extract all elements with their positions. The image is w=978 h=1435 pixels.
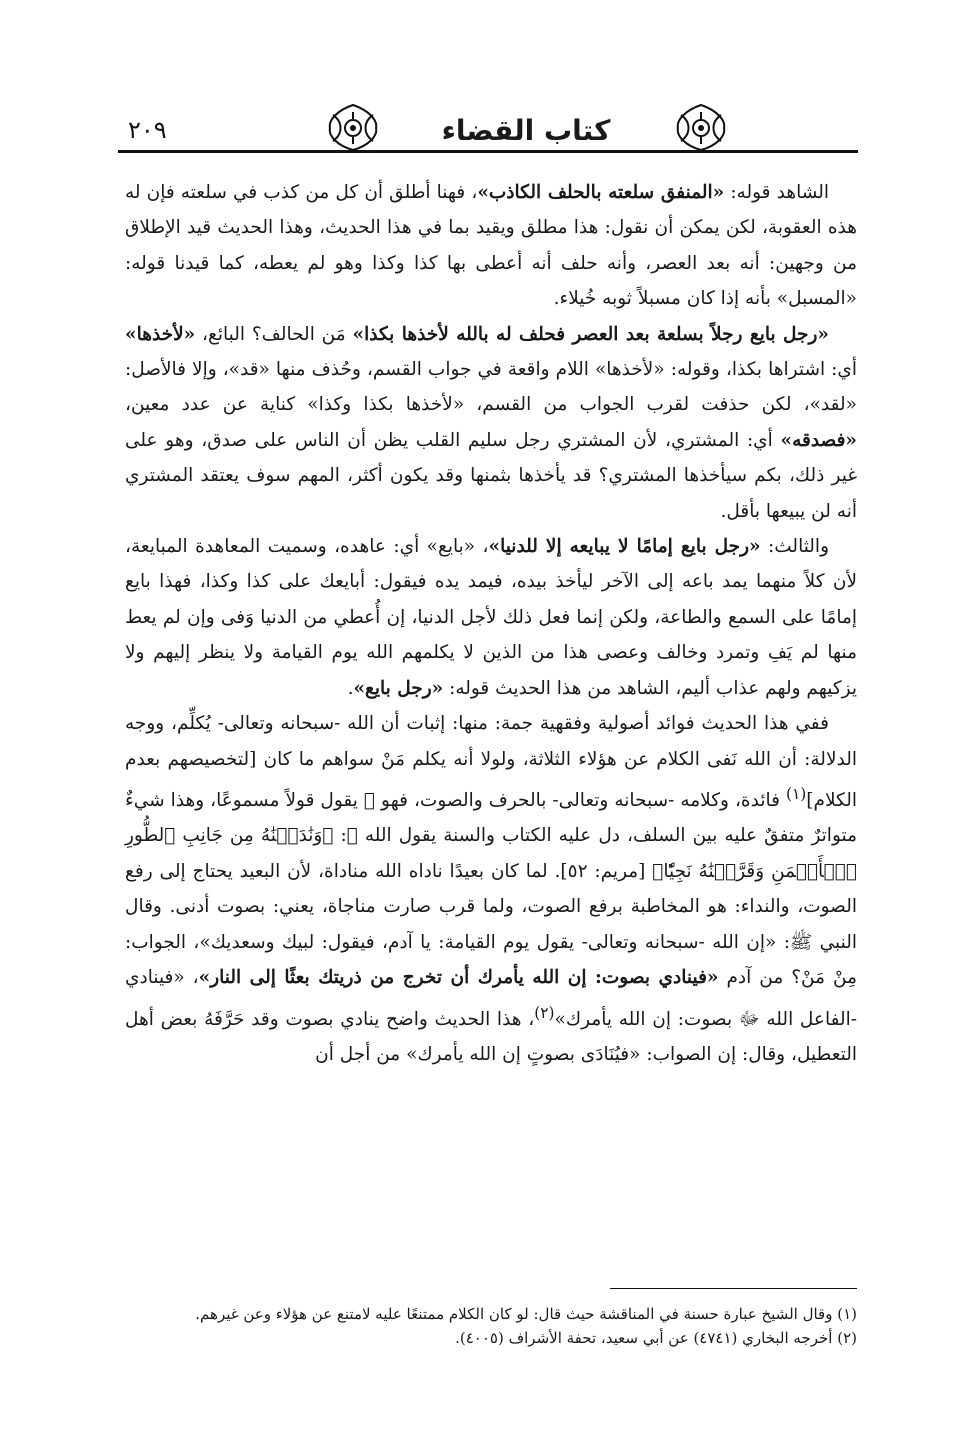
footnote: (٢) أخرجه البخاري (٤٧٤١) عن أبي سعيد، تحفة الأشراف (٤٠٠٥).	[455, 1329, 857, 1347]
footnote: (١) وقال الشيخ عبارة حسنة في المناقشة حيث قال: لو كان الكلام ممتنعًا عليه لامتنع عن هؤلاء وعن غيرهم.	[195, 1305, 857, 1323]
bold-quote: «رجل بايع رجلاً بسلعة بعد العصر فحلف له بالله لأخذها بكذا»	[352, 323, 829, 345]
text-run: فائدة، وكلامه -سبحانه وتعالى- بالحرف والصوت، فهو ﷻ يقول قولاً مسموعًا، وهذا شيءٌ متواترٌ متفقٌ عليه بين السلف، دل عليه الكتاب والسنة يقول الله ﷻ: ﴿وَنَٰدَيۡنَٰهُ مِن جَانِبِ ٱلطُّورِ ٱلۡأَيۡمَنِ وَقَرَّبۡنَٰهُ نَجِيّٗا﴾ [مريم: ٥٢]. لما كان بعيدًا ناداه الله مناداة، لأن البعيد يحتاج إلى رفع الصوت، والنداء: هو المخاطبة برفع الصوت، ولما قرب صارت مناجاة، يعني: بصوت أدنى. وقال النبي ﷺ: «إن الله -سبحانه وتعالى- يقول يوم القيامة: يا آدم، فيقول: لبيك وسعديك»، الجواب: مِنْ مَنْ؟ من آدم	[125, 790, 857, 989]
bold-quote: «فصدقه»	[780, 429, 857, 451]
text-run: ، «فينادي -الفاعل الله ﷻ بصوت: إن الله يأمرك»	[125, 967, 857, 1030]
page-number: ٢٠٩	[128, 116, 167, 144]
bold-quote: «المنفق سلعته بالحلف الكاذب»	[477, 182, 725, 203]
text-run: الشاهد قوله:	[724, 182, 829, 203]
text-run: مَن الحالف؟ البائع،	[195, 323, 353, 345]
body-text	[125, 175, 857, 1072]
bold-quote: «رجل بايع إمامًا لا يبايعه إلا للدنيا»	[488, 536, 761, 558]
footnote-ref: (١)	[785, 784, 807, 803]
page-header	[118, 95, 858, 165]
text-run: ، «بايع» أي: عاهده، وسميت المعاهدة المبايعة، لأن كلاً منهما يمد باعه إلى الآخر ليأخذ بيده، فيمد يده فيقول: أبايعك على كذا وكذا، فهذا بايع إمامًا على السمع والطاعة، ولكن إنما فعل ذلك لأجل الدنيا، إن أُعطي من الدنيا وَفى وإن لم يعط منها لم يَفِ وتمرد وخالف وعصى هذا من الذين لا يكلمهم الله يوم القيامة ولا ينظر إليهم ولا يزكيهم ولهم عذاب أليم، الشاهد من هذا الحديث قوله:	[125, 536, 857, 699]
text-run: أي: المشتري، لأن المشتري رجل سليم القلب يظن أن الناس على صدق، وهو على غير ذلك، بكم سيأخذها المشتري؟ قد يأخذها بثمنها وقد يكون أكثر، المهم سوف يعتقد المشتري أنه لن يبيعها بأقل.	[125, 429, 857, 522]
text-run: ، هذا الحديث واضح ينادي بصوت وقد حَرَّفَهُ بعض أهل التعطيل، وقال: إن الصواب: «فيُنَادَى بصوتٍ إن الله يأمرك» من أجل أن	[125, 1008, 857, 1066]
footnotes	[125, 1302, 857, 1350]
text-run: أي: اشتراها بكذا، وقوله: «لأخذها» اللام واقعة في جواب القسم، وحُذف منها «قد»، وإلا فالأصل: «لقد»، لكن حذفت لقرب الجواب من القسم، «لأخذها بكذا وكذا» كناية عن عدد معين،	[125, 359, 857, 416]
text-run: ، فهنا أطلق أن كل من كذب في سلعته فإن له هذه العقوبة، لكن يمكن أن نقول: هذا مطلق ويقيد بما في هذا الحديث، وهذا الحديث قيد الإطلاق من وجهين: أنه بعد العصر، وأنه حلف أنه أعطى بها كذا وكذا وهو لم يعطه، كما قيدنا قوله: «المسبل» بأنه إذا كان مسبلاً ثوبه خُيلاء.	[125, 182, 857, 310]
text-run: .	[347, 677, 354, 699]
footnote-ref: (٢)	[534, 1003, 555, 1022]
floral-ornament-icon	[318, 100, 388, 155]
paragraph	[125, 175, 857, 317]
paragraph	[125, 529, 857, 706]
paragraph	[125, 706, 857, 1072]
book-title: كتاب القضاء	[441, 114, 611, 147]
bold-quote: «لأخذها»	[125, 323, 196, 345]
header-rule	[118, 150, 858, 153]
text-run: والثالث:	[760, 536, 829, 558]
bold-quote: «رجل بايع»	[353, 677, 444, 699]
bold-quote: «فينادي بصوت: إن الله يأمرك أن تخرج من ذريتك بعثًا إلى النار»	[198, 967, 719, 989]
footnote-divider	[610, 1288, 857, 1289]
floral-ornament-icon	[666, 100, 736, 155]
paragraph	[125, 317, 857, 529]
text-run: ففي هذا الحديث فوائد أصولية وفقهية جمة: منها: إثبات أن الله -سبحانه وتعالى- يُكلِّم، ووجه الدلالة: أن الله نَفى الكلام عن هؤلاء الثلاثة، ولولا أنه يكلم مَنْ سواهم ما كان [لتخصيصهم بعدم الكلام]	[125, 713, 857, 812]
